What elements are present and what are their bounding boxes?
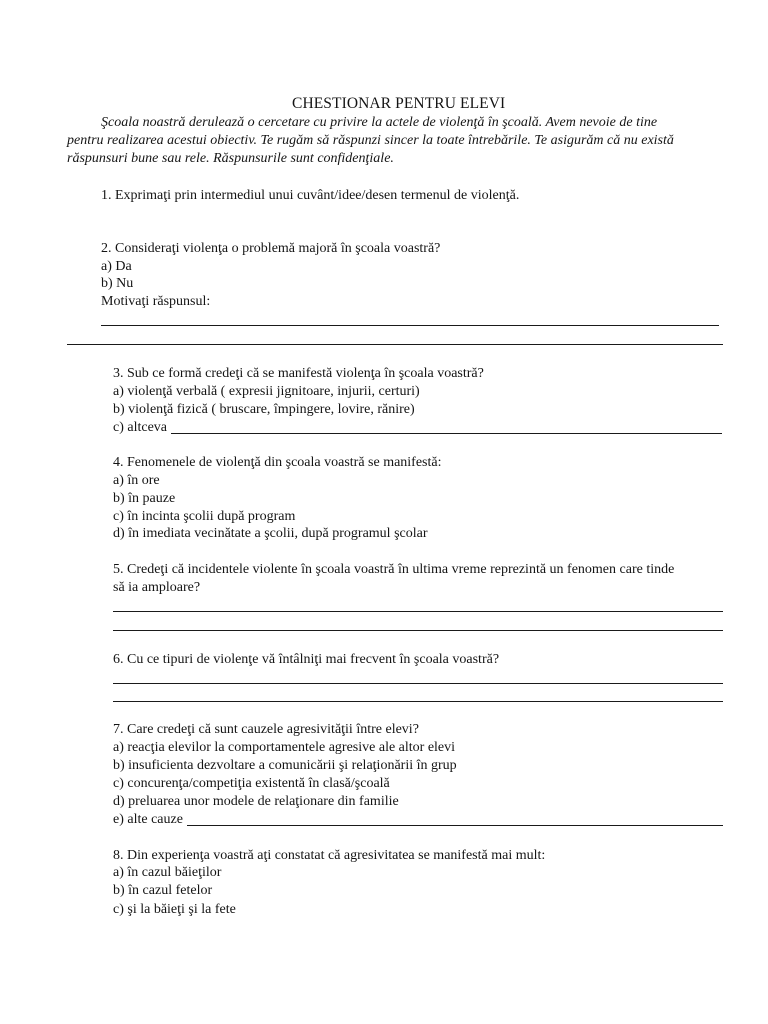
q8-option-a[interactable]: a) în cazul băieţilor — [113, 865, 222, 880]
q2-answer-line-2[interactable] — [67, 344, 723, 345]
q3-option-c[interactable]: c) altceva — [113, 420, 168, 435]
q3-option-a[interactable]: a) violenţă verbală ( expresii jignitoare, injurii, certuri) — [113, 384, 420, 399]
q4-option-a[interactable]: a) în ore — [113, 473, 160, 488]
question-2: 2. Consideraţi violenţa o problemă majoră în şcoala voastră? — [101, 241, 441, 256]
q7-option-c[interactable]: c) concurenţa/competiţia existentă în clasă/şcoală — [113, 776, 390, 791]
q7-option-e[interactable]: e) alte cauze — [113, 812, 183, 827]
intro-line-2: pentru realizarea acestui obiectiv. Te rugăm să răspunzi sincer la toate întrebările. Te asigurăm că nu există — [67, 133, 674, 148]
question-4: 4. Fenomenele de violenţă din şcoala voastră se manifestă: — [113, 455, 442, 470]
q8-option-b[interactable]: b) în cazul fetelor — [113, 883, 213, 898]
question-8: 8. Din experienţa voastră aţi constatat că agresivitatea se manifestă mai mult: — [113, 848, 546, 863]
q6-answer-line-1[interactable] — [113, 683, 723, 684]
q4-option-c[interactable]: c) în incinta şcolii după program — [113, 509, 296, 524]
q4-option-b[interactable]: b) în pauze — [113, 491, 176, 506]
q2-option-a[interactable]: a) Da — [101, 259, 132, 274]
q5-answer-line-1[interactable] — [113, 611, 723, 612]
q2-motivate-label: Motivaţi răspunsul: — [101, 294, 211, 309]
page-title: CHESTIONAR PENTRU ELEVI — [292, 95, 506, 112]
question-7: 7. Care credeţi că sunt cauzele agresivităţii între elevi? — [113, 722, 419, 737]
q7-option-a[interactable]: a) reacţia elevilor la comportamentele agresive ale altor elevi — [113, 740, 456, 755]
question-5-line-2: să ia amploare? — [113, 580, 201, 595]
q8-option-c[interactable]: c) şi la băieţi şi la fete — [113, 902, 236, 917]
q6-answer-line-2[interactable] — [113, 701, 723, 702]
question-1: 1. Exprimaţi prin intermediul unui cuvânt/idee/desen termenul de violenţă. — [101, 188, 520, 203]
question-5-line-1: 5. Credeţi că incidentele violente în şcoala voastră în ultima vreme reprezintă un fenomen care tinde — [113, 562, 675, 577]
q3-other-line[interactable] — [171, 433, 722, 434]
q7-other-line[interactable] — [187, 825, 723, 826]
intro-line-1: Şcoala noastră derulează o cercetare cu privire la actele de violenţă în şcoală. Avem nevoie de tine — [101, 115, 658, 130]
q2-option-b[interactable]: b) Nu — [101, 276, 134, 291]
intro-line-3: răspunsuri bune sau rele. Răspunsurile sunt confidenţiale. — [67, 151, 394, 166]
q3-option-b[interactable]: b) violenţă fizică ( bruscare, împingere, lovire, rănire) — [113, 402, 415, 417]
q7-option-d[interactable]: d) preluarea unor modele de relaţionare din familie — [113, 794, 399, 809]
question-3: 3. Sub ce formă credeţi că se manifestă violenţa în şcoala voastră? — [113, 366, 484, 381]
question-6: 6. Cu ce tipuri de violenţe vă întâlniţi mai frecvent în şcoala voastră? — [113, 652, 500, 667]
q7-option-b[interactable]: b) insuficienta dezvoltare a comunicării şi relaţionării în grup — [113, 758, 457, 773]
q5-answer-line-2[interactable] — [113, 630, 723, 631]
q2-answer-line-1[interactable] — [101, 325, 719, 326]
q4-option-d[interactable]: d) în imediata vecinătate a şcolii, după programul şcolar — [113, 526, 428, 541]
